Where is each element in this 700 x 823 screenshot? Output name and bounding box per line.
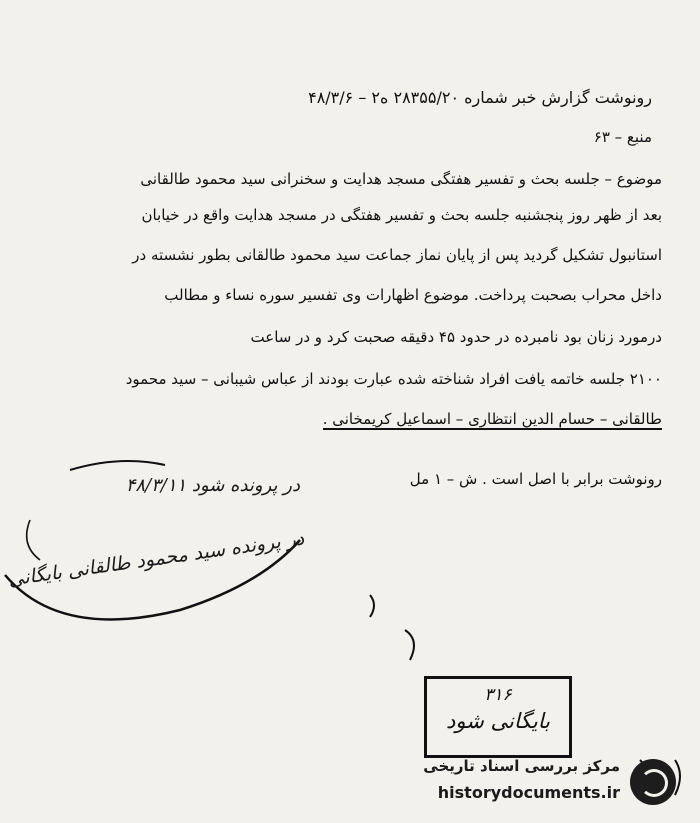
body-line: ۲۱۰۰ جلسه خاتمه یافت افراد شناخته شده عبارت بودند از عباس شیبانی – سید محمود — [125, 370, 662, 388]
watermark-title: مرکز بررسی اسناد تاریخی — [423, 757, 620, 775]
source-line: منبع – ۶۳ — [593, 128, 652, 146]
stamp-text: بایگانی شود — [446, 709, 550, 733]
copy-attestation: رونوشت برابر با اصل است . ش – ۱ مل — [409, 470, 662, 488]
archive-stamp — [424, 676, 572, 758]
body-line: استانبول تشکیل گردید پس از پایان نماز جماعت سید محمود طالقانی بطور نشسته در — [132, 246, 662, 264]
body-line: داخل محراب بصحبت پرداخت. موضوع اظهارات وی تفسیر سوره نساء و مطالب — [164, 286, 662, 304]
watermark-url: historydocuments.ir — [437, 783, 620, 802]
archive-logo-icon — [630, 759, 676, 805]
watermark — [380, 753, 680, 817]
handwritten-date-note: در پرونده شود ۴۸/۳/۱۱ — [125, 475, 300, 496]
handwritten-archive-note: در پرونده سید محمود طالقانی بایگانی — [6, 527, 306, 591]
body-line-subject: موضوع – جلسه بحث و تفسیر هفتگی مسجد هدایت و سخنرانی سید محمود طالقانی — [140, 170, 662, 188]
body-line: درمورد زنان بود نامبرده در حدود ۴۵ دقیقه صحبت کرد و در ساعت — [250, 328, 662, 346]
report-header: رونوشت گزارش خبر شماره ۲۸۳۵۵/۲۰ ه۲ – ۴۸/۳/۶ — [308, 88, 652, 107]
underlined-name: طالقانی – حسام الدین انتظاری – اسماعیل کریمخانی . — [322, 410, 662, 428]
body-line: بعد از ظهر روز پنجشنبه جلسه بحث و تفسیر هفتگی در مسجد هدایت واقع در خیابان — [141, 206, 662, 224]
stamp-number: ۳۱۶ — [484, 685, 512, 705]
